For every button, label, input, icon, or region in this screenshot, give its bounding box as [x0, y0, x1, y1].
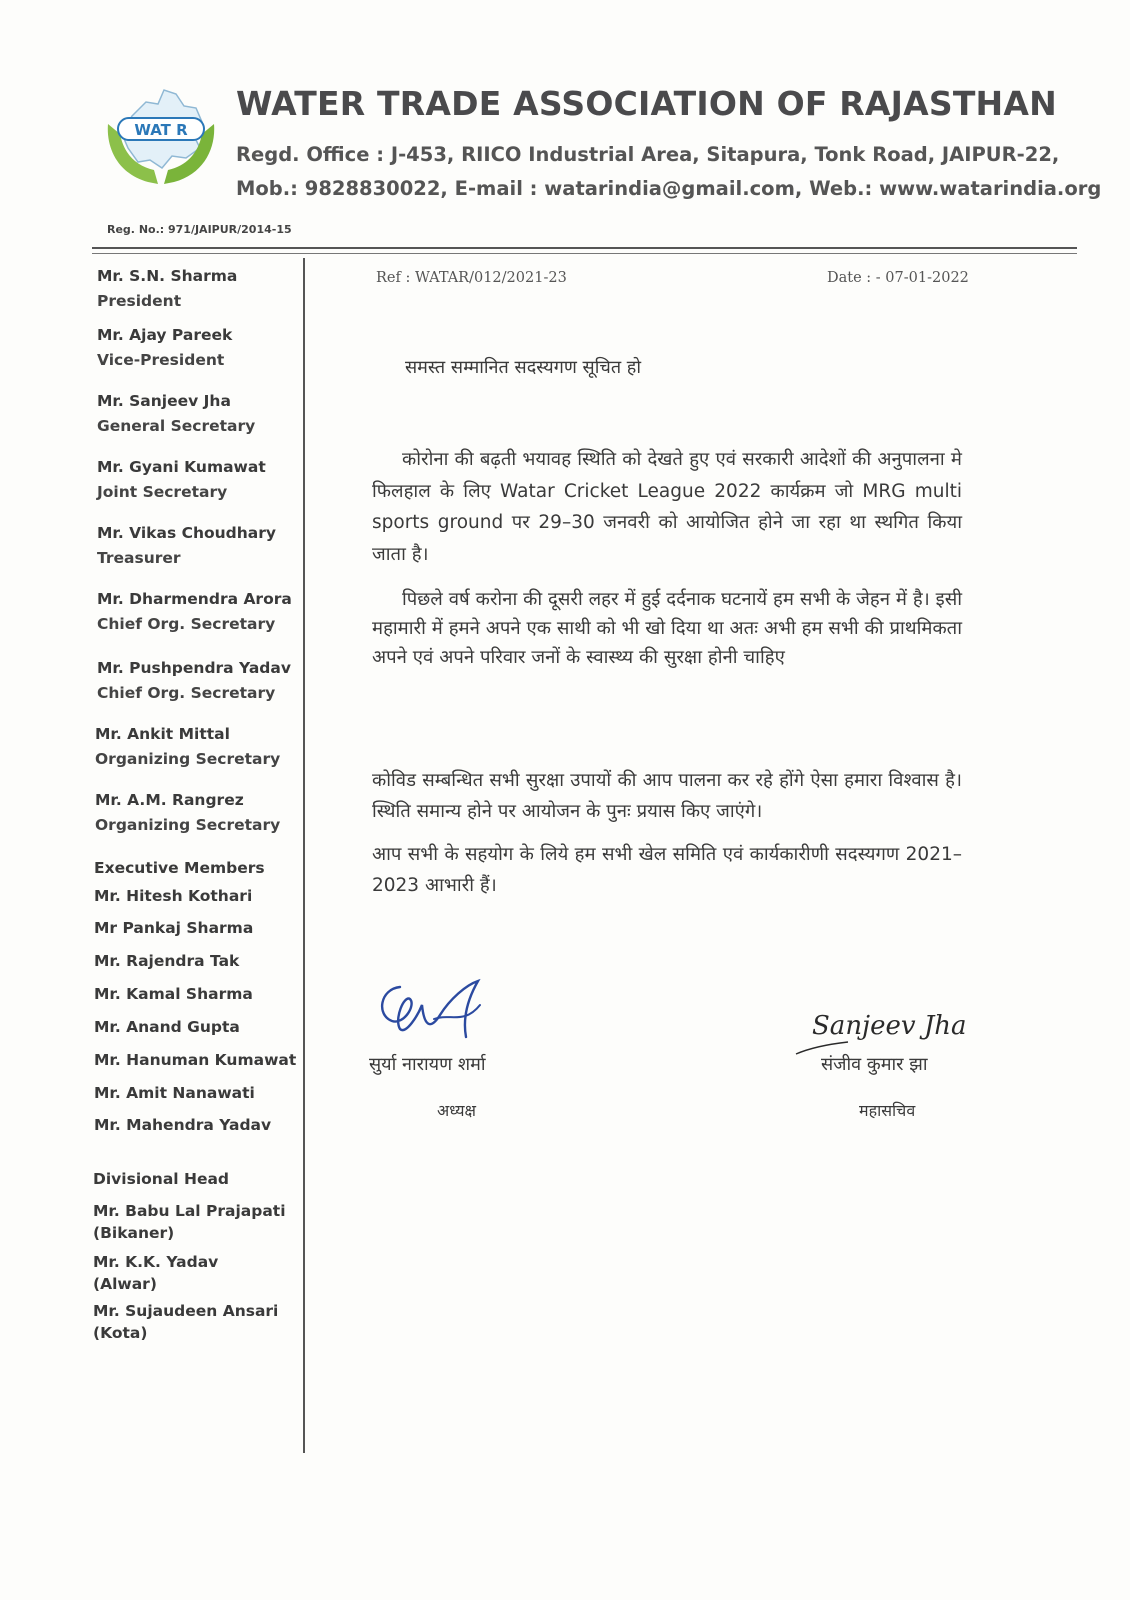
divisional-head-heading: Divisional Head [93, 1170, 230, 1188]
contact-details: Mob.: 9828830022, E-mail : watarindia@gmail.com, Web.: www.watarindia.org [236, 177, 1102, 200]
bearer-role: Chief Org. Secretary [97, 615, 276, 633]
bearer-name: Mr. Gyani Kumawat [97, 458, 266, 476]
divisional-head-place: (Alwar) [93, 1275, 157, 1293]
header-divider [92, 247, 1077, 249]
executive-member: Mr Pankaj Sharma [94, 919, 254, 937]
bearer-name: Mr. Vikas Choudhary [97, 524, 276, 542]
sidebar-divider [303, 258, 305, 1453]
bearer-name: Mr. Dharmendra Arora [97, 590, 292, 608]
bearer-name: Mr. Pushpendra Yadav [97, 659, 291, 677]
general-secretary-title: महासचिव [859, 1101, 916, 1120]
reference-number: Ref : WATAR/012/2021-23 [376, 270, 567, 286]
president-signature [370, 975, 500, 1055]
executive-member: Mr. Hitesh Kothari [94, 887, 253, 905]
divisional-head-name: Mr. Sujaudeen Ansari [93, 1302, 279, 1320]
bearer-role: Chief Org. Secretary [97, 684, 276, 702]
general-secretary-signature [790, 990, 967, 1060]
divisional-head-name: Mr. Babu Lal Prajapati [93, 1202, 286, 1220]
president-name: सुर्या नारायण शर्मा [369, 1054, 486, 1075]
bearer-role: Organizing Secretary [95, 816, 281, 834]
executive-member: Mr. Amit Nanawati [94, 1084, 255, 1102]
bearer-name: Mr. S.N. Sharma [97, 267, 238, 285]
bearer-role: General Secretary [97, 417, 256, 435]
bearer-role: Organizing Secretary [95, 750, 281, 768]
executive-members-heading: Executive Members [94, 859, 265, 877]
bearer-role: Joint Secretary [97, 483, 228, 501]
bearer-name: Mr. Ajay Pareek [97, 326, 233, 344]
executive-member: Mr. Mahendra Yadav [94, 1116, 272, 1134]
letter-paragraph: कोरोना की बढ़ती भयावह स्थिति को देखते हुए एवं सरकारी आदेशों की अनुपालना मे फिलहाल के लिए Watar Cricket League 2022 कार्यक्रम जो MRG multi sports ground पर 29–30 जनवरी को आयोजित होने जा रहा था स्थगित किया जाता है। [372, 449, 962, 565]
bearer-name: Mr. A.M. Rangrez [95, 791, 244, 809]
bearer-role: Vice-President [97, 351, 225, 369]
divisional-head-name: Mr. K.K. Yadav [93, 1253, 219, 1271]
executive-member: Mr. Hanuman Kumawat [94, 1051, 297, 1069]
salutation: समस्त सम्मानित सदस्यगण सूचित हो [405, 357, 642, 378]
letter-paragraph: कोविड सम्बन्धित सभी सुरक्षा उपायों की आप पालना कर रहे होंगे ऐसा हमारा विश्वास है। स्थिति समान्य होने पर आयोजन के पुनः प्रयास किए जाएंगे। [372, 770, 962, 822]
logo-text: WAT R [134, 121, 188, 139]
divisional-head-place: (Kota) [93, 1324, 148, 1342]
association-logo [102, 78, 220, 190]
letter-date: Date : - 07-01-2022 [827, 270, 969, 286]
executive-member: Mr. Kamal Sharma [94, 985, 253, 1003]
executive-member: Mr. Anand Gupta [94, 1018, 240, 1036]
bearer-role: Treasurer [97, 549, 181, 567]
divisional-head-place: (Bikaner) [93, 1224, 175, 1242]
header-divider-thin [92, 253, 1077, 254]
president-title: अध्यक्ष [437, 1101, 476, 1120]
bearer-name: Mr. Ankit Mittal [95, 725, 230, 743]
bearer-name: Mr. Sanjeev Jha [97, 392, 231, 410]
registration-number: Reg. No.: 971/JAIPUR/2014-15 [107, 223, 292, 236]
registered-office-address: Regd. Office : J-453, RIICO Industrial Area, Sitapura, Tonk Road, JAIPUR-22, [236, 143, 1060, 166]
letter-paragraph: पिछले वर्ष करोना की दूसरी लहर में हुई दर्दनाक घटनायें हम सभी के जेहन में है। इसी महामारी में हमने अपने एक साथी को भी खो दिया था अतः अभी हम सभी की प्राथमिकता अपने एवं अपने परिवार जनों के स्वास्थ्य की सुरक्षा होनी चाहिए [372, 589, 963, 668]
bearer-role: President [97, 292, 182, 310]
signature-handwriting: Sanjeev Jha [812, 1011, 967, 1041]
letter-paragraph: आप सभी के सहयोग के लिये हम सभी खेल समिति एवं कार्यकारीणी सदस्यगण 2021–2023 आभारी हैं। [372, 844, 962, 896]
executive-member: Mr. Rajendra Tak [94, 952, 240, 970]
general-secretary-name: संजीव कुमार झा [821, 1054, 928, 1075]
organization-name: WATER TRADE ASSOCIATION OF RAJASTHAN [236, 84, 1057, 123]
